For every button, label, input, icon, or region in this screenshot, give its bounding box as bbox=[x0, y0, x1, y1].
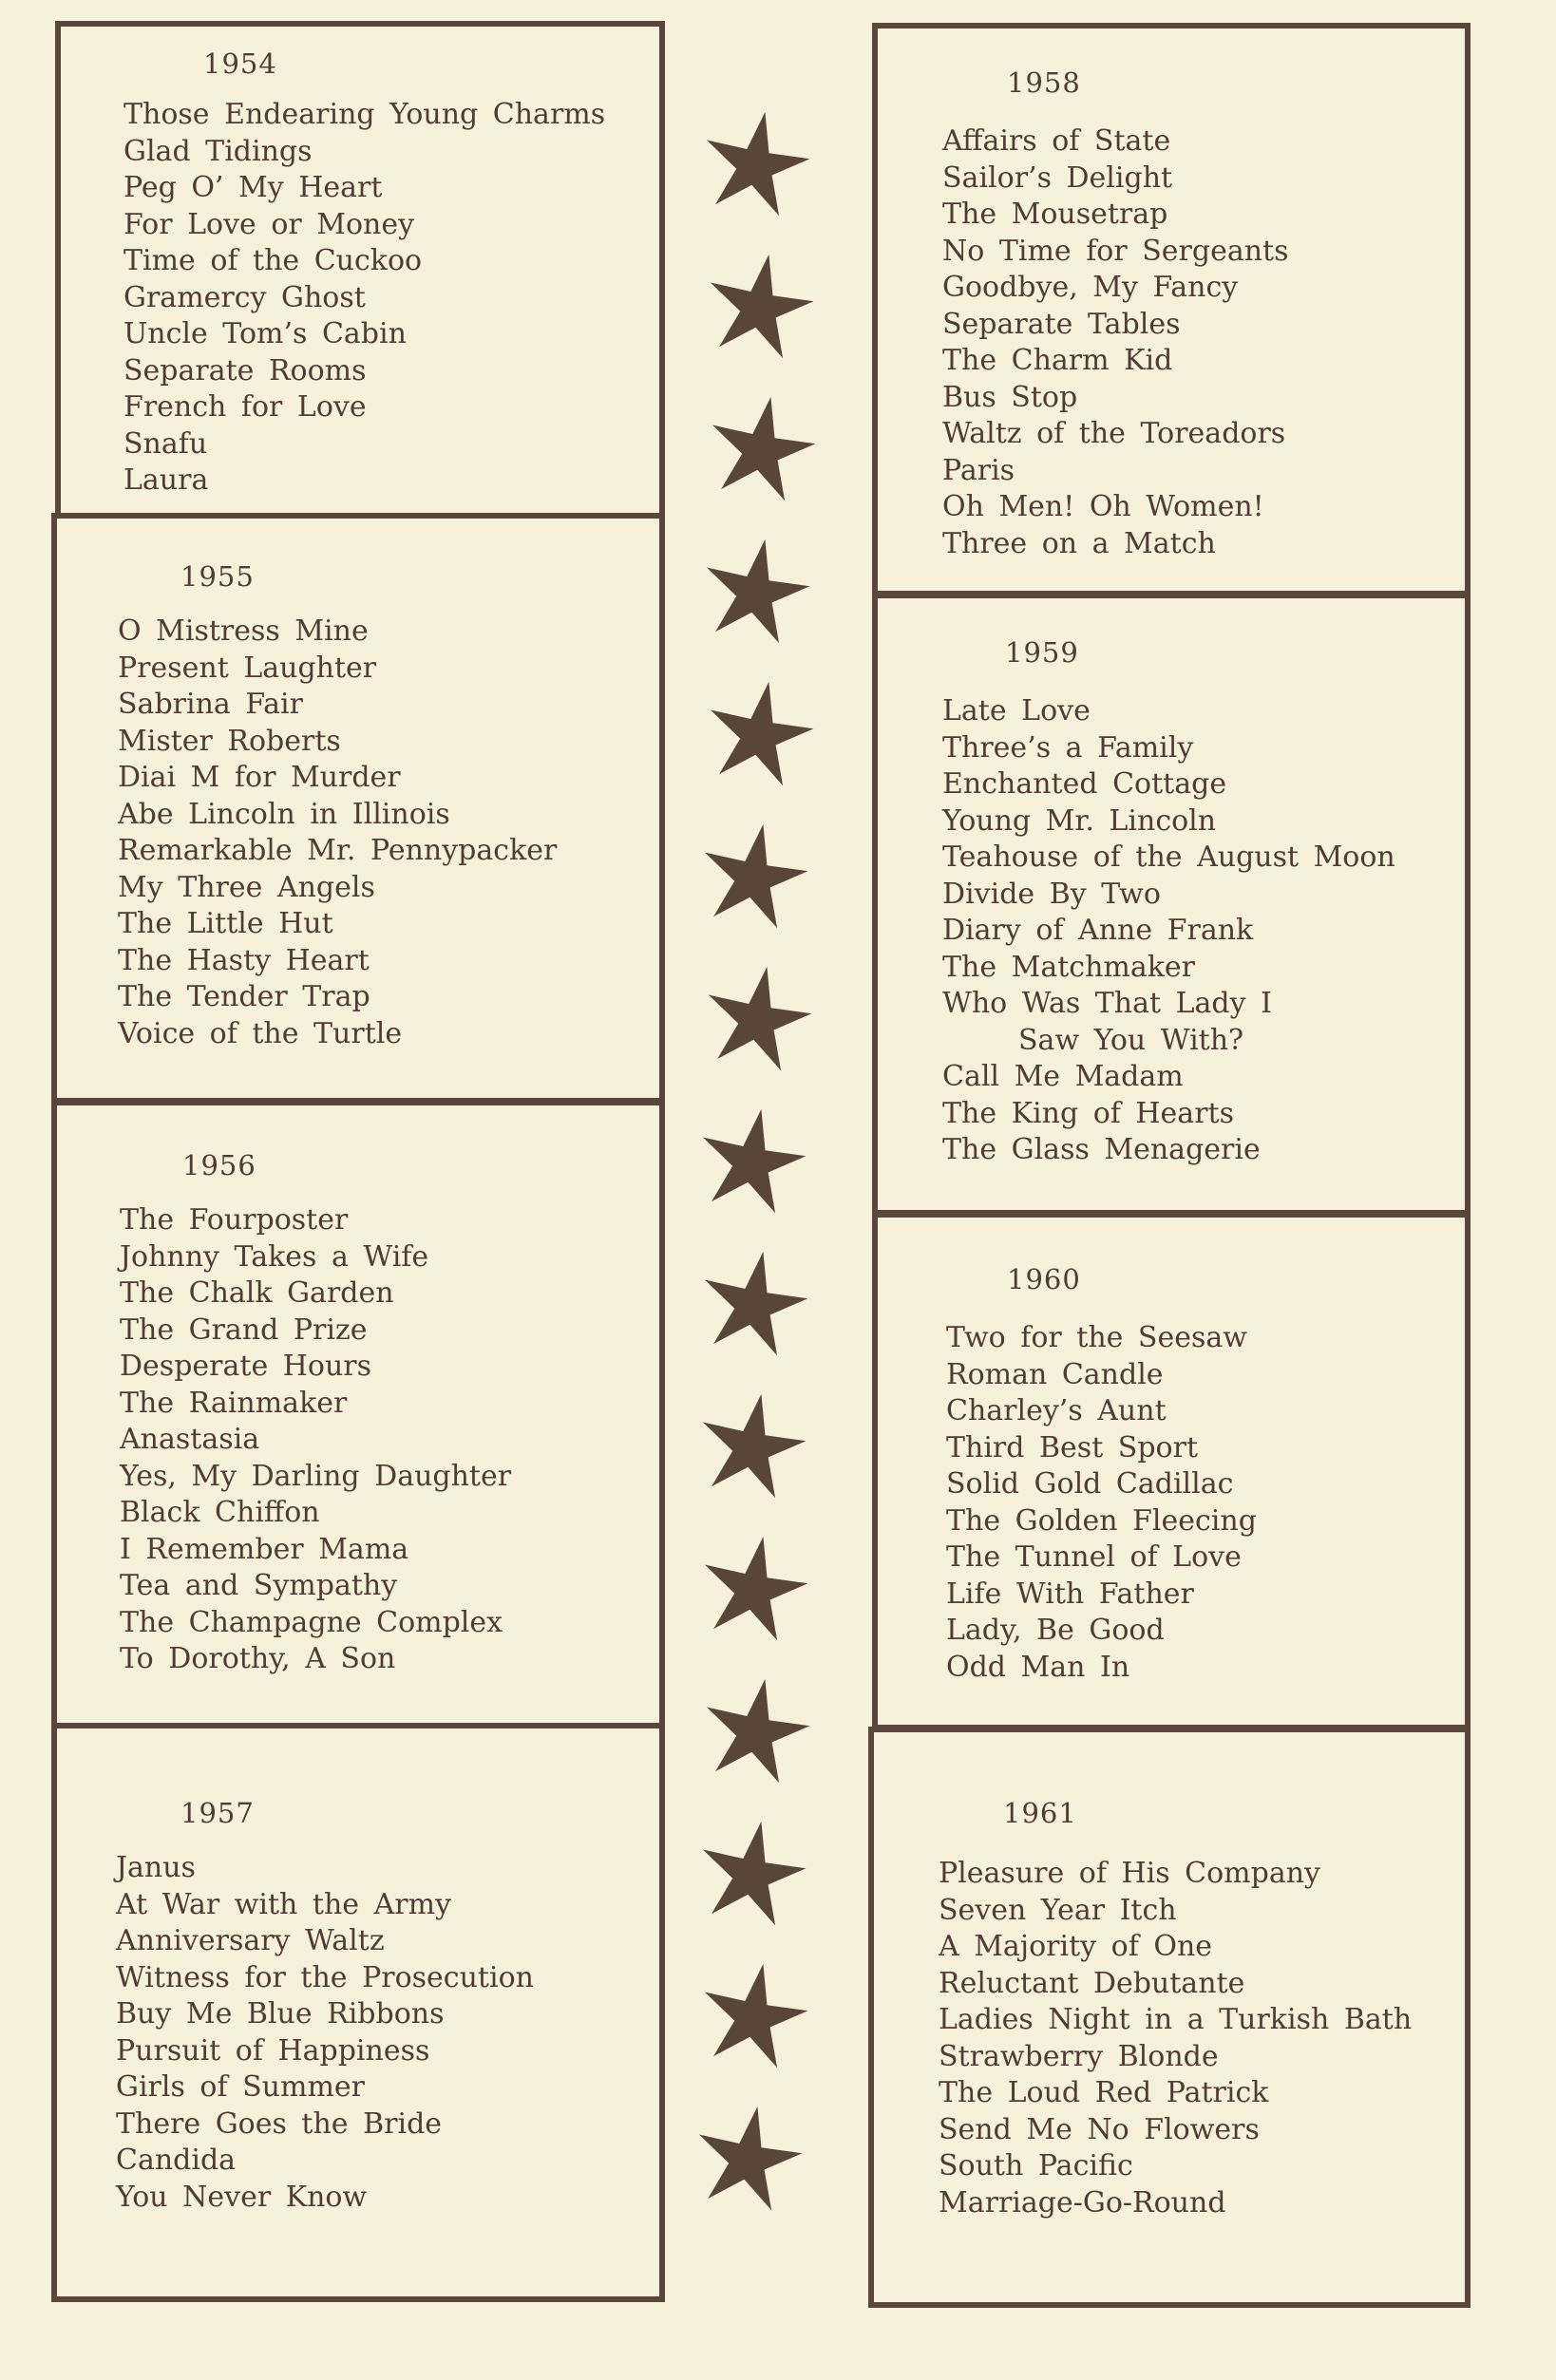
list-item: Time of the Cuckoo bbox=[123, 244, 423, 277]
list-item: Pursuit of Happiness bbox=[116, 2033, 430, 2068]
list-item: Sailor’s Delight bbox=[942, 161, 1173, 195]
star-icon bbox=[698, 109, 812, 223]
star-icon bbox=[696, 1249, 810, 1363]
list-item: Remarkable Mr. Pennypacker bbox=[118, 834, 558, 867]
season-box-1960 bbox=[872, 1212, 1471, 1730]
list-item: Divide By Two bbox=[942, 877, 1161, 911]
list-item: Who Was That Lady I bbox=[942, 987, 1272, 1020]
star-icon bbox=[702, 679, 816, 793]
list-item: Pleasure of His Company bbox=[939, 1857, 1320, 1890]
list-item: The Loud Red Patrick bbox=[939, 2076, 1269, 2109]
list-item: A Majority of One bbox=[939, 1930, 1213, 1963]
star-icon bbox=[696, 1961, 810, 2075]
list-item: Two for the Seesaw bbox=[946, 1321, 1247, 1354]
season-box-1959 bbox=[872, 593, 1471, 1216]
list-item: For Love or Money bbox=[123, 207, 415, 241]
list-item: Paris bbox=[942, 453, 1015, 487]
season-year: 1958 bbox=[1007, 66, 1081, 99]
season-year: 1954 bbox=[203, 47, 277, 80]
list-item: The Glass Menagerie bbox=[942, 1133, 1261, 1166]
list-item: Roman Candle bbox=[946, 1357, 1164, 1391]
list-item: Third Best Sport bbox=[946, 1430, 1199, 1464]
list-item: The Charm Kid bbox=[942, 344, 1173, 377]
list-item: Yes, My Darling Daughter bbox=[120, 1459, 512, 1493]
list-item: Diary of Anne Frank bbox=[942, 914, 1254, 947]
list-item: Bus Stop bbox=[942, 380, 1078, 414]
list-item: You Never Know bbox=[116, 2180, 368, 2214]
list-item: Diai M for Murder bbox=[118, 761, 401, 794]
list-item: The Tunnel of Love bbox=[946, 1540, 1242, 1574]
list-item: Separate Tables bbox=[942, 307, 1181, 341]
play-list bbox=[939, 1856, 1412, 2221]
list-item: Marriage-Go-Round bbox=[939, 2185, 1226, 2219]
season-box-1956 bbox=[51, 1100, 665, 1728]
list-item: Teahouse of the August Moon bbox=[942, 841, 1395, 874]
list-item: Ladies Night in a Turkish Bath bbox=[939, 2003, 1413, 2036]
star-icon bbox=[702, 252, 816, 366]
list-item: Lady, Be Good bbox=[946, 1614, 1165, 1647]
list-item: Present Laughter bbox=[118, 651, 377, 685]
list-item: The Tender Trap bbox=[118, 980, 370, 1013]
list-item: Sabrina Fair bbox=[118, 688, 303, 721]
list-item: Call Me Madam bbox=[942, 1060, 1184, 1093]
list-item: Mister Roberts bbox=[118, 724, 341, 758]
list-item: Reluctant Debutante bbox=[939, 1966, 1245, 2000]
star-icon bbox=[704, 394, 818, 508]
list-item: Separate Rooms bbox=[123, 353, 367, 387]
star-icon bbox=[694, 1819, 808, 1933]
list-item: Affairs of State bbox=[942, 124, 1171, 158]
season-box-1958 bbox=[872, 23, 1471, 596]
list-item: The Grand Prize bbox=[120, 1313, 368, 1347]
list-item: Oh Men! Oh Women! bbox=[942, 490, 1264, 523]
play-list bbox=[123, 97, 605, 500]
season-year: 1956 bbox=[182, 1149, 256, 1181]
list-item: Charley’s Aunt bbox=[946, 1394, 1167, 1427]
season-year: 1959 bbox=[1005, 636, 1079, 669]
list-item: Waltz of the Toreadors bbox=[942, 417, 1286, 450]
list-item: Send Me No Flowers bbox=[939, 2112, 1260, 2146]
list-item: Buy Me Blue Ribbons bbox=[116, 1997, 445, 2031]
list-item: Young Mr. Lincoln bbox=[942, 803, 1217, 838]
list-item: Uncle Tom’s Cabin bbox=[123, 317, 407, 350]
play-list bbox=[118, 614, 557, 1052]
star-column bbox=[698, 109, 841, 2237]
list-item: The Golden Fleecing bbox=[946, 1503, 1257, 1538]
star-icon bbox=[694, 1391, 808, 1505]
list-item: Life With Father bbox=[946, 1577, 1194, 1611]
list-item: Tea and Sympathy bbox=[120, 1569, 398, 1602]
season-box-1954 bbox=[55, 21, 665, 519]
star-icon bbox=[696, 1534, 810, 1648]
season-year: 1960 bbox=[1007, 1263, 1081, 1295]
list-item: Seven Year Itch bbox=[939, 1893, 1177, 1927]
play-list bbox=[942, 693, 1395, 1169]
list-item: Odd Man In bbox=[946, 1650, 1130, 1684]
list-item: Anastasia bbox=[120, 1423, 260, 1456]
list-item: There Goes the Bride bbox=[116, 2106, 443, 2141]
list-item: Late Love bbox=[942, 694, 1091, 727]
season-box-1961 bbox=[868, 1727, 1471, 2308]
list-item: Snafu bbox=[123, 426, 208, 461]
list-item: South Pacific bbox=[939, 2149, 1133, 2182]
list-item: The Mousetrap bbox=[942, 198, 1168, 231]
list-item: Laura bbox=[123, 463, 209, 497]
list-item: Desperate Hours bbox=[120, 1350, 372, 1383]
list-item: Johnny Takes a Wife bbox=[120, 1239, 429, 1274]
list-item: Witness for the Prosecution bbox=[116, 1960, 534, 1994]
list-item: Solid Gold Cadillac bbox=[946, 1467, 1234, 1501]
list-item: Peg O’ My Heart bbox=[123, 171, 383, 204]
list-item: The Fourposter bbox=[120, 1203, 349, 1237]
play-list bbox=[116, 1850, 534, 2216]
list-item: The Hasty Heart bbox=[118, 943, 370, 977]
star-icon bbox=[700, 964, 814, 1078]
list-item: My Three Angels bbox=[118, 870, 375, 904]
list-item: The Rainmaker bbox=[120, 1386, 348, 1420]
season-box-1955 bbox=[51, 513, 665, 1104]
list-item: French for Love bbox=[123, 390, 367, 424]
star-icon bbox=[694, 1106, 808, 1220]
list-item: Black Chiffon bbox=[120, 1496, 320, 1529]
list-item: Anniversary Waltz bbox=[116, 1924, 385, 1957]
list-item: Gramercy Ghost bbox=[123, 280, 366, 314]
star-icon bbox=[696, 822, 810, 935]
list-item: Abe Lincoln in Illinois bbox=[118, 797, 450, 831]
list-item: Goodbye, My Fancy bbox=[942, 271, 1239, 304]
list-item: The Little Hut bbox=[118, 907, 333, 940]
list-item: The King of Hearts bbox=[942, 1096, 1234, 1130]
list-item: Three on a Match bbox=[942, 526, 1216, 560]
list-item: Enchanted Cottage bbox=[942, 767, 1227, 801]
list-item: Three’s a Family bbox=[942, 730, 1194, 765]
list-item: O Mistress Mine bbox=[118, 614, 369, 648]
list-item: At War with the Army bbox=[116, 1887, 451, 1921]
list-item: The Matchmaker bbox=[942, 950, 1196, 984]
list-item: Those Endearing Young Charms bbox=[123, 98, 606, 131]
star-icon bbox=[698, 1676, 812, 1790]
star-icon bbox=[698, 537, 812, 651]
list-item: Saw You With? bbox=[1018, 1023, 1244, 1057]
season-year: 1955 bbox=[180, 560, 255, 593]
list-item: Glad Tidings bbox=[123, 134, 313, 168]
list-item: To Dorothy, A Son bbox=[120, 1642, 396, 1675]
list-item: Janus bbox=[116, 1851, 196, 1884]
star-icon bbox=[691, 2104, 805, 2218]
list-item: I Remember Mama bbox=[120, 1532, 409, 1566]
list-item: No Time for Sergeants bbox=[942, 234, 1289, 268]
list-item: Strawberry Blonde bbox=[939, 2039, 1219, 2073]
season-box-1957 bbox=[51, 1723, 665, 2302]
play-list bbox=[120, 1202, 511, 1678]
play-list bbox=[946, 1320, 1257, 1686]
list-item: Girls of Summer bbox=[116, 2070, 365, 2104]
list-item: The Chalk Garden bbox=[120, 1276, 394, 1310]
season-year: 1957 bbox=[180, 1797, 255, 1829]
list-item: Voice of the Turtle bbox=[118, 1016, 403, 1050]
play-list bbox=[942, 123, 1289, 562]
list-item: Candida bbox=[116, 2144, 237, 2177]
season-year: 1961 bbox=[1003, 1797, 1077, 1829]
list-item: The Champagne Complex bbox=[120, 1605, 503, 1639]
